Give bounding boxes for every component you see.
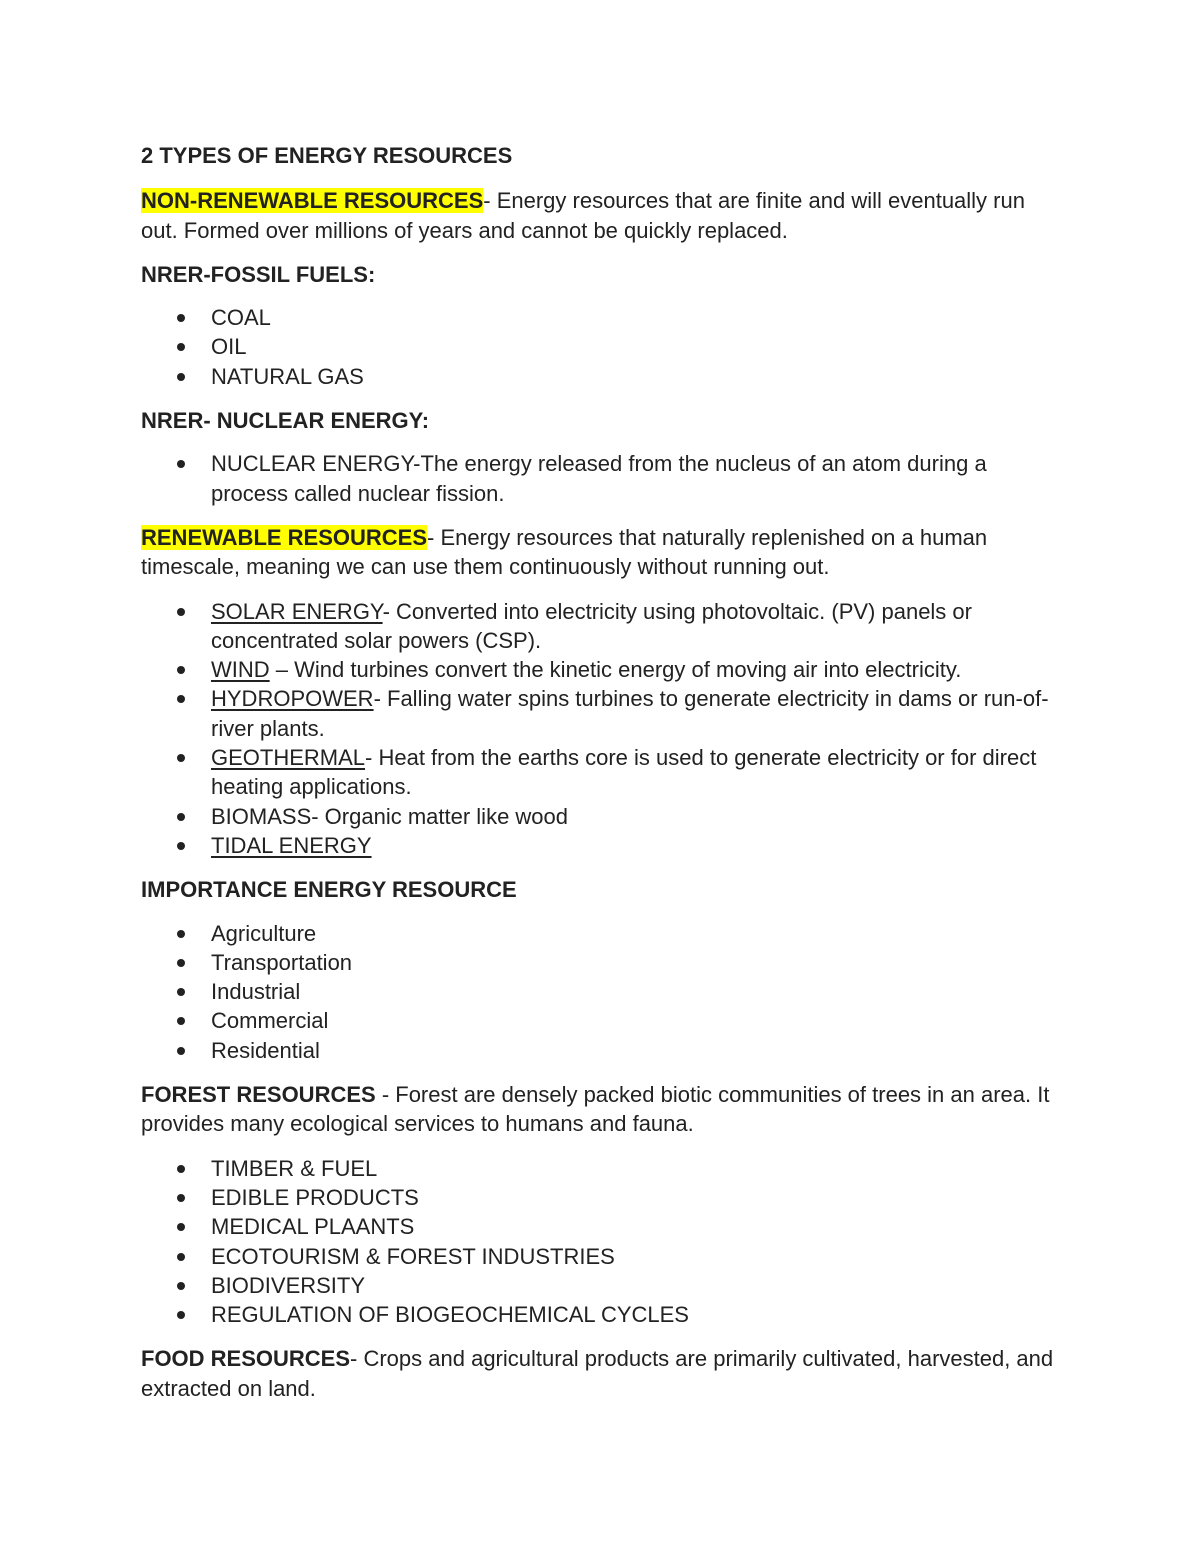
document-title: 2 TYPES OF ENERGY RESOURCES — [141, 143, 513, 168]
renewable-term: RENEWABLE RESOURCES — [141, 524, 428, 550]
list-item — [141, 948, 1061, 977]
list-item — [141, 1036, 1061, 1065]
nuclear-heading: NRER- NUCLEAR ENERGY: — [141, 408, 430, 434]
bullet-icon — [177, 930, 185, 938]
list-item — [141, 332, 1061, 361]
bullet-icon — [177, 608, 185, 616]
bullet-icon — [177, 1311, 185, 1319]
bullet-icon — [177, 754, 185, 762]
list-item — [141, 1300, 1061, 1329]
forest-term: FOREST RESOURCES — [141, 1082, 376, 1108]
bullet-icon — [177, 666, 185, 674]
list-item-text: BIODIVERSITY — [211, 1272, 366, 1298]
renewable-name: WIND — [211, 657, 270, 683]
fossil-heading: NRER-FOSSIL FUELS: — [141, 261, 376, 287]
bullet-icon — [177, 813, 185, 821]
renewable-name: SOLAR ENERGY — [211, 598, 383, 624]
list-item — [141, 1271, 1061, 1300]
renewable-definition: - Energy resources that naturally replenished on a human timescale, meaning we can use them continuously without running out. — [141, 524, 988, 580]
list-item — [141, 303, 1061, 332]
food-term: FOOD RESOURCES — [141, 1346, 351, 1372]
renewable-list — [141, 597, 1061, 861]
list-item — [141, 831, 1061, 860]
bullet-icon — [177, 842, 185, 850]
list-item — [141, 802, 1061, 831]
list-item-text: Industrial — [211, 979, 301, 1005]
list-item — [141, 362, 1061, 391]
list-item — [141, 684, 1061, 743]
food-paragraph — [141, 1344, 1061, 1403]
forest-definition: - Forest are densely packed biotic communities of trees in an area. It provides many ecological services to humans and fauna. — [141, 1082, 1050, 1137]
list-item-text: Residential — [211, 1037, 320, 1063]
fossil-list — [141, 303, 1061, 391]
bullet-icon — [177, 343, 185, 351]
list-item — [141, 977, 1061, 1006]
forest-paragraph — [141, 1080, 1061, 1139]
bullet-icon — [177, 1223, 185, 1231]
list-item-text: NATURAL GAS — [211, 363, 364, 389]
importance-heading: IMPORTANCE ENERGY RESOURCE — [141, 877, 517, 903]
forest-list — [141, 1154, 1061, 1330]
renewable-name: HYDROPOWER — [211, 686, 374, 712]
bullet-icon — [177, 1047, 185, 1055]
bullet-icon — [177, 1017, 185, 1025]
list-item — [141, 597, 1061, 656]
list-item-text: TIMBER & FUEL — [211, 1155, 378, 1181]
list-item-text: OIL — [211, 334, 247, 360]
nonrenewable-definition: - Energy resources that are finite and will eventually run out. Formed over millions of years and cannot be quickly replaced. — [141, 188, 1025, 243]
list-item-text: Agriculture — [211, 920, 317, 946]
nuclear-list — [141, 449, 1061, 508]
list-item-text: REGULATION OF BIOGEOCHEMICAL CYCLES — [211, 1302, 689, 1328]
list-item-text: NUCLEAR ENERGY-The energy released from the nucleus of an atom during a process called nuclear fission. — [211, 451, 987, 506]
renewable-desc: - Converted into electricity using photovoltaic. (PV) panels or concentrated solar powers (CSP). — [211, 598, 972, 653]
nonrenewable-term: NON-RENEWABLE RESOURCES — [141, 188, 484, 214]
bullet-icon — [177, 1253, 185, 1261]
bullet-icon — [177, 314, 185, 322]
list-item — [141, 1183, 1061, 1212]
list-item — [141, 743, 1061, 802]
list-item-text: ECOTOURISM & FOREST INDUSTRIES — [211, 1243, 615, 1269]
list-item — [141, 1212, 1061, 1241]
list-item-text: Transportation — [211, 949, 353, 975]
importance-list — [141, 919, 1061, 1065]
renewable-paragraph — [141, 523, 1061, 582]
bullet-icon — [177, 1282, 185, 1290]
list-item — [141, 449, 1061, 508]
list-item — [141, 1154, 1061, 1183]
nonrenewable-paragraph — [141, 186, 1061, 245]
bullet-icon — [177, 959, 185, 967]
renewable-name: TIDAL ENERGY — [211, 832, 372, 858]
list-item — [141, 919, 1061, 948]
list-item-text: Commercial — [211, 1008, 329, 1034]
list-item-text: MEDICAL PLAANTS — [211, 1214, 415, 1240]
bullet-icon — [177, 373, 185, 381]
bullet-icon — [177, 1194, 185, 1202]
bullet-icon — [177, 695, 185, 703]
list-item — [141, 655, 1061, 684]
renewable-desc: – Wind turbines convert the kinetic energy of moving air into electricity. — [269, 657, 962, 683]
list-item-text: EDIBLE PRODUCTS — [211, 1184, 419, 1210]
list-item — [141, 1242, 1061, 1271]
list-item-text: COAL — [211, 305, 271, 331]
renewable-desc: - Heat from the earths core is used to generate electricity or for direct heating applications. — [211, 745, 1037, 800]
renewable-name: BIOMASS- Organic matter like wood — [211, 803, 569, 829]
renewable-desc: - Falling water spins turbines to generate electricity in dams or run-of-river plants. — [211, 686, 1049, 741]
bullet-icon — [177, 1165, 185, 1173]
food-definition: - Crops and agricultural products are primarily cultivated, harvested, and extracted on land. — [141, 1346, 1054, 1401]
bullet-icon — [177, 460, 185, 468]
renewable-name: GEOTHERMAL — [211, 745, 366, 771]
list-item — [141, 1006, 1061, 1035]
document-page — [141, 141, 1061, 1418]
bullet-icon — [177, 988, 185, 996]
